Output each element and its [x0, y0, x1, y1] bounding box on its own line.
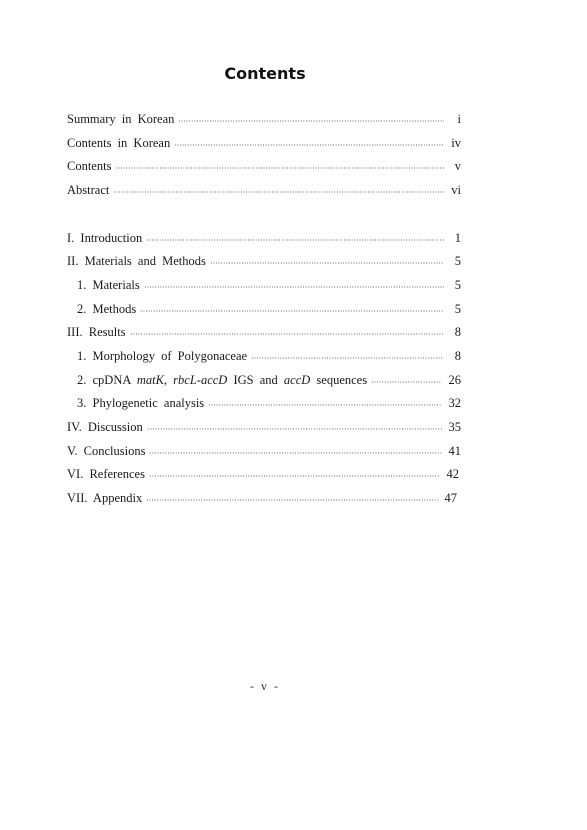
toc-entry-label: Summary in Korean	[67, 112, 175, 126]
dot-leader	[146, 499, 437, 501]
toc-entry-label: 2. Methods	[77, 302, 137, 316]
toc-entry-page: 8	[454, 349, 461, 363]
toc-entry-contents[interactable]	[67, 158, 461, 174]
dot-leader	[174, 144, 444, 146]
toc-entry-label: VII. Appendix	[67, 491, 143, 505]
toc-entry-label: III. Results	[67, 325, 126, 339]
toc-entry-page: 1	[454, 231, 461, 245]
toc-entry-page: 5	[454, 302, 461, 316]
dot-leader	[208, 404, 441, 406]
dot-leader	[371, 381, 441, 383]
toc-entry-introduction[interactable]	[67, 230, 461, 246]
toc-entry-materials-and-methods[interactable]	[67, 253, 461, 269]
toc-entry-page: iv	[451, 136, 461, 150]
dot-leader	[149, 475, 440, 477]
toc-entry-page: 5	[454, 254, 461, 268]
toc-entry-results[interactable]	[67, 324, 461, 340]
toc-entry-discussion[interactable]	[67, 419, 461, 435]
toc-entry-label: 1. Materials	[77, 278, 140, 292]
toc-entry-page: 35	[448, 420, 461, 434]
dot-leader	[210, 262, 444, 264]
toc-entry-phylogenetic-analysis[interactable]	[77, 395, 461, 411]
toc-entry-label	[77, 372, 367, 388]
label-text: IGS and	[227, 373, 284, 387]
toc-entry-appendix[interactable]	[67, 490, 457, 506]
gene-name: accD	[283, 373, 311, 387]
toc-entry-page: i	[457, 112, 461, 126]
toc-entry-label: I. Introduction	[67, 231, 143, 245]
dot-leader	[115, 167, 444, 169]
toc-entry-abstract[interactable]	[67, 182, 461, 198]
dot-leader	[149, 452, 441, 454]
dot-leader	[178, 120, 444, 122]
toc-entry-page: 32	[448, 396, 461, 410]
label-text: 2. cpDNA	[77, 373, 137, 387]
dot-leader	[130, 333, 444, 335]
toc-entry-label: II. Materials and Methods	[67, 254, 206, 268]
toc-entry-conclusions[interactable]	[67, 443, 461, 459]
label-text: ,	[163, 373, 174, 387]
toc-entry-methods[interactable]	[77, 301, 461, 317]
toc-entry-contents-in-korean[interactable]	[67, 135, 461, 151]
toc-entry-page: 8	[454, 325, 461, 339]
label-text: sequences	[310, 373, 368, 387]
toc-entry-label: Contents in Korean	[67, 136, 171, 150]
gene-name: matK	[136, 373, 164, 387]
toc-entry-references[interactable]	[67, 466, 459, 482]
dot-leader	[140, 310, 444, 312]
toc-entry-page: 5	[454, 278, 461, 292]
toc-entry-label: Contents	[67, 159, 112, 173]
toc-entry-page: v	[454, 159, 461, 173]
toc-entry-page: 47	[444, 491, 457, 505]
dot-leader	[146, 239, 444, 241]
toc-entry-label: 3. Phylogenetic analysis	[77, 396, 205, 410]
dot-leader	[144, 286, 444, 288]
toc-entry-label: Abstract	[67, 183, 110, 197]
toc-entry-summary-in-korean[interactable]	[67, 111, 461, 127]
toc-entry-materials[interactable]	[77, 277, 461, 293]
toc-entry-cpdna-sequences[interactable]	[77, 372, 461, 388]
toc-entry-page: 41	[448, 444, 461, 458]
dot-leader	[147, 428, 442, 430]
dot-leader	[251, 357, 444, 359]
dot-leader	[113, 191, 444, 193]
gene-name: rbcL-accD	[173, 373, 228, 387]
toc-entry-page: 26	[448, 373, 461, 387]
toc-entry-page: 42	[446, 467, 459, 481]
page-title: Contents	[224, 64, 306, 83]
toc-entry-label: VI. References	[67, 467, 145, 481]
toc-entry-page: vi	[451, 183, 461, 197]
page-number-footer: - v -	[250, 679, 280, 693]
toc-entry-morphology[interactable]	[77, 348, 461, 364]
toc-entry-label: 1. Morphology of Polygonaceae	[77, 349, 248, 363]
toc-entry-label: IV. Discussion	[67, 420, 143, 434]
toc-entry-label: V. Conclusions	[67, 444, 146, 458]
